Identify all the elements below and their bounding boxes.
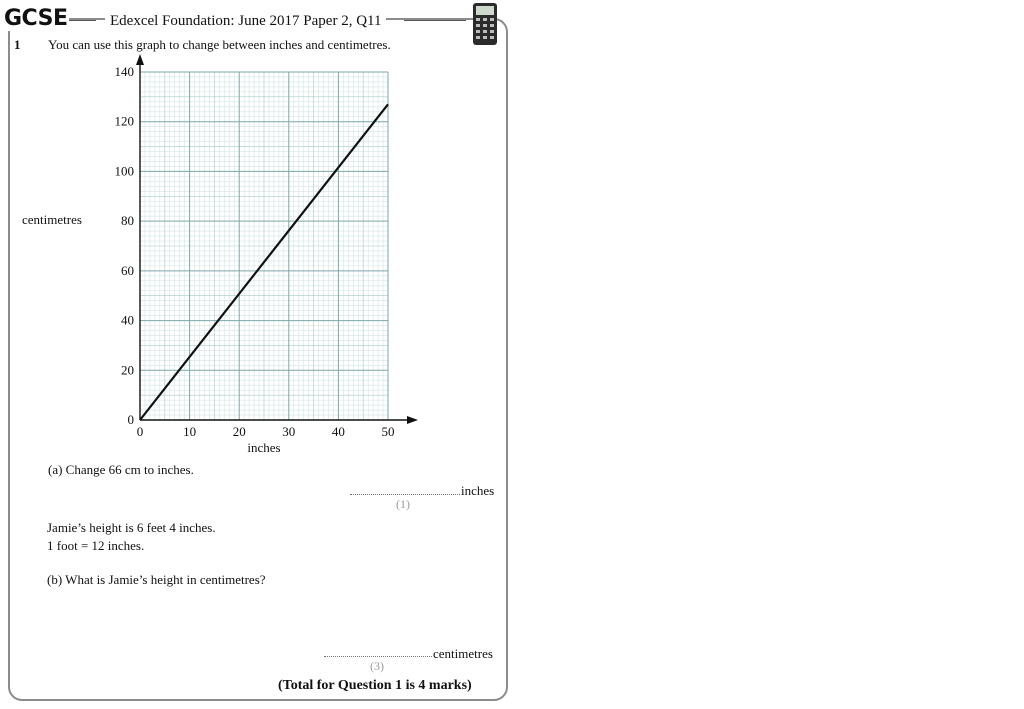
part-a-unit: inches bbox=[461, 483, 495, 498]
x-tick-label: 20 bbox=[232, 424, 246, 439]
grid-mid bbox=[140, 72, 388, 420]
y-tick-label: 40 bbox=[121, 312, 134, 328]
part-b-unit: centimetres bbox=[433, 646, 493, 661]
x-tick-label: 40 bbox=[331, 424, 345, 439]
part-b-marks: (3) bbox=[370, 659, 384, 673]
conversion-graph bbox=[0, 50, 440, 460]
x-tick-label: 30 bbox=[282, 424, 296, 439]
x-axis-label: inches bbox=[247, 440, 281, 455]
y-tick-label: 80 bbox=[121, 213, 134, 229]
part-a-answer-line[interactable] bbox=[350, 494, 460, 495]
part-b-answer-line[interactable] bbox=[324, 656, 432, 657]
paper-title: Edexcel Foundation: June 2017 Paper 2, Q11 bbox=[105, 13, 386, 30]
y-tick-label: 60 bbox=[121, 262, 134, 278]
y-tick-label: 0 bbox=[127, 412, 134, 427]
question-number: 1 bbox=[14, 37, 21, 52]
x-tick-label: 0 bbox=[136, 424, 144, 439]
header-rule-right bbox=[404, 20, 466, 21]
gcse-logo: GCSE bbox=[4, 6, 68, 31]
x-tick-label: 10 bbox=[183, 424, 197, 439]
part-a-marks: (1) bbox=[396, 497, 410, 511]
y-tick-label: 20 bbox=[121, 362, 134, 378]
y-tick-label: 120 bbox=[114, 113, 134, 129]
info-height: Jamie’s height is 6 feet 4 inches. bbox=[47, 520, 216, 535]
total-marks: (Total for Question 1 is 4 marks) bbox=[278, 678, 472, 693]
x-tick-labels bbox=[137, 424, 395, 439]
x-axis-arrow bbox=[407, 416, 418, 424]
part-b-question: (b) What is Jamie’s height in centimetres? bbox=[47, 572, 266, 587]
y-axis-label: centimetres bbox=[22, 212, 82, 227]
y-axis-arrow bbox=[136, 54, 144, 65]
question-text: You can use this graph to change between inches and centimetres. bbox=[48, 37, 391, 52]
calculator-icon bbox=[472, 2, 498, 46]
y-tick-label: 100 bbox=[114, 163, 134, 179]
info-conversion: 1 foot = 12 inches. bbox=[47, 538, 145, 553]
header-rule-left bbox=[66, 20, 96, 21]
part-a-question: (a) Change 66 cm to inches. bbox=[48, 462, 194, 477]
x-tick-label: 50 bbox=[381, 424, 395, 439]
y-tick-label: 140 bbox=[114, 64, 134, 79]
y-tick-labels bbox=[115, 64, 135, 427]
